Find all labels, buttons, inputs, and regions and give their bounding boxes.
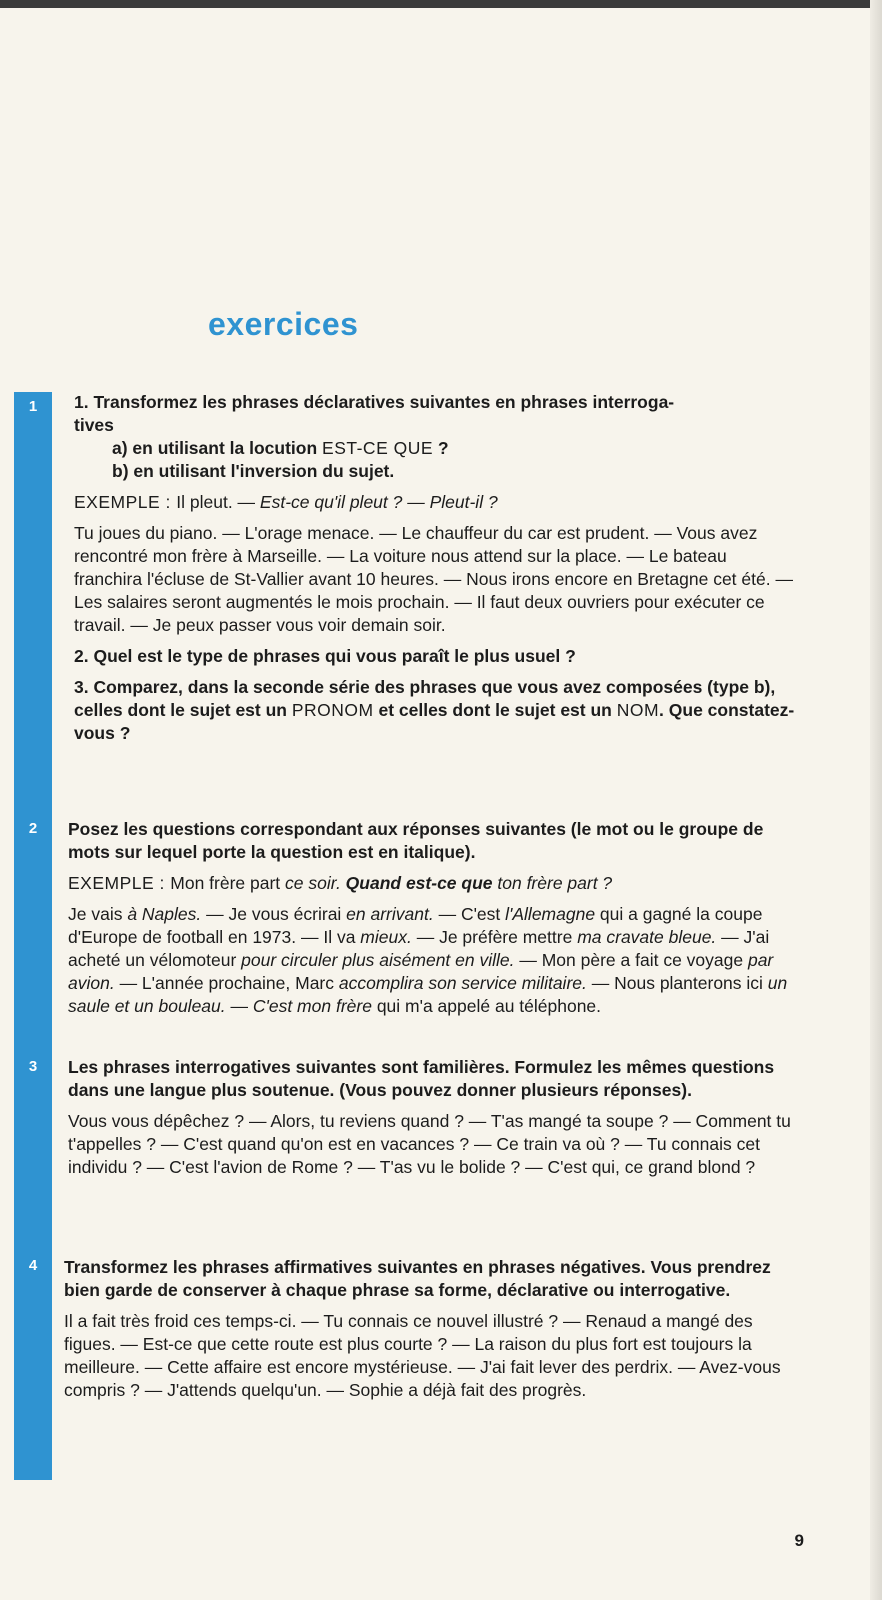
ex3-instruction: Les phrases interrogatives suivantes sont familières. Formulez les mêmes questions dans une langue plus soutenue. (Vous pouvez donner plusieurs réponses). <box>68 1057 775 1100</box>
page-top-edge <box>0 0 882 8</box>
ex1-q3: 3. Comparez, dans la seconde série des phrases que vous avez composées (type b), celles dont le sujet est un PRONOM et celles dont le sujet est un NOM. Que constatez-vous ? <box>74 677 795 743</box>
page-number: 9 <box>794 1531 804 1550</box>
ex4-instruction: Transformez les phrases affirmatives suivantes en phrases négatives. Vous prendrez bien garde de conserver à chaque phrase sa forme, déclarative ou interrogative. <box>64 1257 771 1300</box>
page-title: exercices <box>208 306 359 342</box>
exercise-3 <box>68 1056 804 1187</box>
exercise-number-1: 1 <box>28 398 38 415</box>
ex1-q1-line1: 1. Transformez les phrases déclaratives suivantes en phrases interroga- <box>74 392 675 412</box>
ex2-instruction: Posez les questions correspondant aux réponses suivantes (le mot ou le groupe de mots sur lequel porte la question est en italique). <box>68 819 764 862</box>
ex1-q2: 2. Quel est le type de phrases qui vous paraît le plus usuel ? <box>74 646 576 666</box>
ex3-body: Vous vous dépêchez ? — Alors, tu reviens quand ? — T'as mangé ta soupe ? — Comment tu t'appelles ? — C'est quand qu'on est en vacances ? — Ce train va où ? — Tu connais cet individu ? — C'est l'avion de Rome ? — T'as vu le bolide ? — C'est qui, ce grand blond ? <box>68 1111 791 1177</box>
exercise-number-2: 2 <box>28 820 38 837</box>
exercise-number-3: 3 <box>28 1058 38 1075</box>
exercise-2 <box>68 818 804 1026</box>
page-right-edge <box>870 0 882 1600</box>
exercise-4 <box>64 1256 804 1410</box>
ex2-example: EXEMPLE : Mon frère part ce soir. Quand est-ce que ton frère part ? <box>68 873 613 893</box>
ex1-body: Tu joues du piano. — L'orage menace. — Le chauffeur du car est prudent. — Vous avez rencontré mon frère à Marseille. — La voiture nous attend sur la place. — Le bateau franchira l'écluse de St-Vallier avant 10 heures. — Nous irons encore en Bretagne cet été. — Les salaires seront augmentés le mois prochain. — Il faut deux ouvriers pour exécuter ce travail. — Je peux passer vous voir demain soir. <box>74 523 793 635</box>
ex1-option-b: b) en utilisant l'inversion du sujet. <box>112 461 395 481</box>
exercise-number-strip <box>14 392 52 1480</box>
exercise-number-4: 4 <box>28 1257 38 1274</box>
exercise-1 <box>74 391 798 753</box>
ex1-example: EXEMPLE : Il pleut. — Est-ce qu'il pleut ? — Pleut-il ? <box>74 492 498 512</box>
ex1-option-a: a) en utilisant la locution EST-CE QUE ? <box>112 438 449 458</box>
ex4-body: Il a fait très froid ces temps-ci. — Tu connais ce nouvel illustré ? — Renaud a mangé des figues. — Est-ce que cette route est plus courte ? — La raison du plus fort est toujours la meilleure. — Cette affaire est encore mystérieuse. — J'ai fait lever des perdrix. — Avez-vous compris ? — J'attends quelqu'un. — Sophie a déjà fait des progrès. <box>64 1311 781 1400</box>
ex2-body: Je vais à Naples. — Je vous écrirai en arrivant. — C'est l'Allemagne qui a gagné la coupe d'Europe de football en 1973. — Il va mieux. — Je préfère mettre ma cravate bleue. — J'ai acheté un vélomoteur pour circuler plus aisément en ville. — Mon père a fait ce voyage par avion. — L'année prochaine, Marc accomplira son service militaire. — Nous planterons ici un saule et un bouleau. — C'est mon frère qui m'a appelé au téléphone. <box>68 904 788 1016</box>
ex1-q1-line2: tives <box>74 415 114 435</box>
